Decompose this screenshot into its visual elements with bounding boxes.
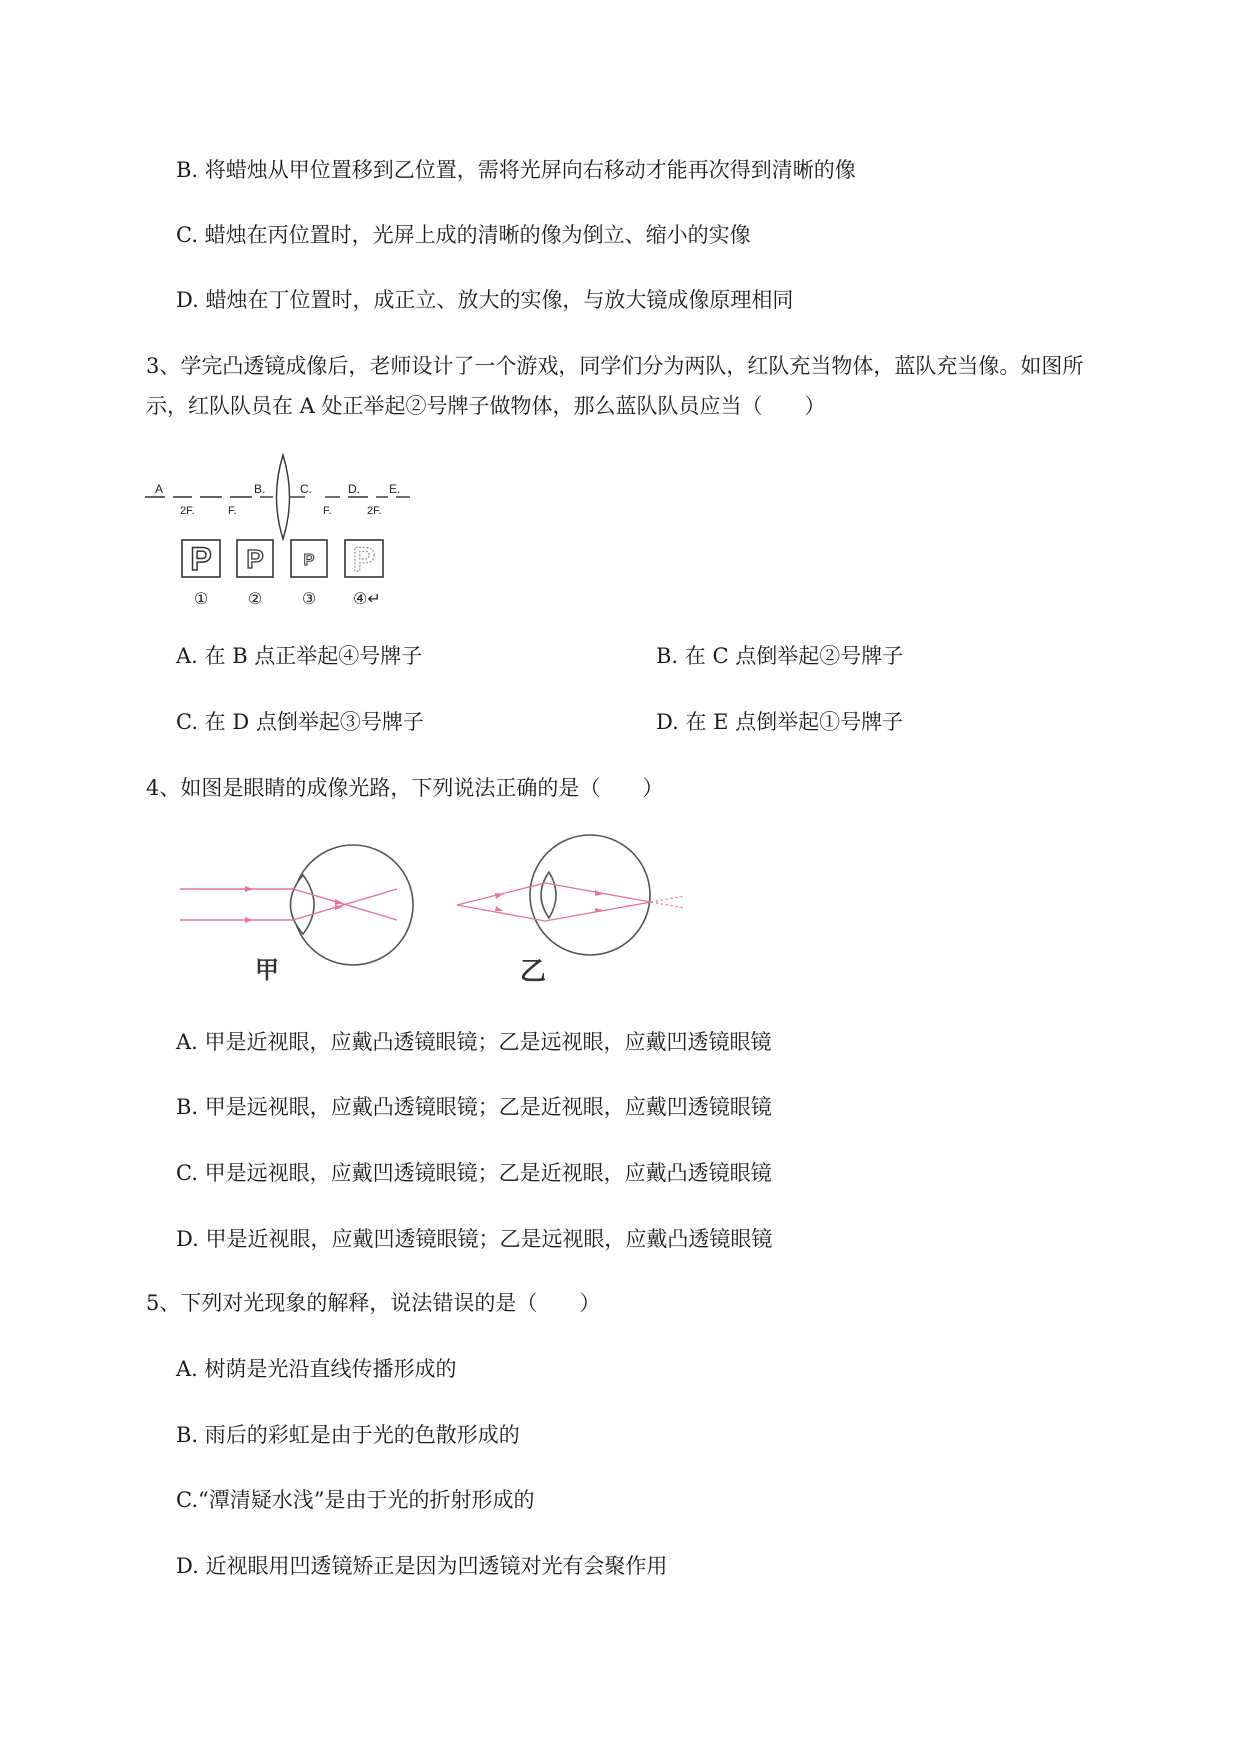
q5-option-b: B. 雨后的彩虹是由于光的色散形成的 [176,1423,520,1447]
q3-stem-line1: 3、学完凸透镜成像后，老师设计了一个游戏，同学们分为两队，红队充当物体，蓝队充当像。如图所 [146,354,1084,378]
card-1-letter: P [190,541,212,577]
card-4 [345,540,383,608]
q3-stem-line2: 示，红队队员在 A 处正举起②号牌子做物体，那么蓝队队员应当（ ） [146,394,826,418]
card-3-letter: P [303,552,315,569]
q4-stem: 4、如图是眼睛的成像光路，下列说法正确的是（ ） [146,776,664,800]
q2-option-d: D. 蜡烛在丁位置时，成正立、放大的实像，与放大镜成像原理相同 [176,288,794,312]
card-1 [182,540,220,608]
point-2f-left-label: 2F. [180,505,195,517]
q5-stem: 5、下列对光现象的解释，说法错误的是（ ） [146,1291,601,1315]
eye-diagram-right [457,835,685,986]
card-2-number: ② [247,591,263,608]
q4-option-d: D. 甲是近视眼，应戴凹透镜眼镜；乙是远视眼，应戴凸透镜眼镜 [176,1227,773,1251]
eye-label-left: 甲 [255,957,279,984]
point-c-label: C. [300,482,312,496]
card-4-number: ④↵ [353,591,381,608]
card-2 [237,540,273,608]
q4-option-b: B. 甲是远视眼，应戴凸透镜眼镜；乙是近视眼，应戴凹透镜眼镜 [176,1095,772,1119]
point-b-label: B. [254,482,266,496]
q4-option-a: A. 甲是近视眼，应戴凸透镜眼镜；乙是远视眼，应戴凹透镜眼镜 [176,1030,772,1054]
q3-option-d: D. 在 E 点倒举起①号牌子 [656,710,904,734]
q4-option-c: C. 甲是远视眼，应戴凹透镜眼镜；乙是近视眼，应戴凸透镜眼镜 [176,1161,772,1185]
point-e-label: E. [389,482,401,496]
convex-lens-icon [277,455,290,539]
q3-lens-figure [140,450,430,610]
card-2-letter: P [246,544,264,574]
card-3 [291,540,327,608]
eye-diagram-left [180,845,413,984]
eye-lens-right-icon [541,872,556,918]
q3-option-a: A. 在 B 点正举起④号牌子 [176,644,423,668]
q4-eye-figure [175,820,695,995]
point-d-label: D. [348,482,360,496]
point-a-label: A [155,482,164,496]
point-2f-right-label: 2F. [367,505,382,517]
q2-option-b: B. 将蜡烛从甲位置移到乙位置，需将光屏向右移动才能再次得到清晰的像 [176,158,856,182]
q3-option-b: B. 在 C 点倒举起②号牌子 [656,644,904,668]
card-1-number: ① [193,591,209,608]
q3-option-c: C. 在 D 点倒举起③号牌子 [176,710,424,734]
eye-lens-left-icon [291,875,315,934]
point-f-right-label: F. [323,505,332,517]
card-4-letter: P [352,541,376,579]
q5-option-d: D. 近视眼用凹透镜矫正是因为凹透镜对光有会聚作用 [176,1554,668,1578]
card-3-number: ③ [301,591,317,608]
q5-option-c: C.“潭清疑水浅”是由于光的折射形成的 [176,1488,535,1512]
q5-option-a: A. 树荫是光沿直线传播形成的 [176,1357,457,1381]
point-f-left-label: F. [228,505,237,517]
q2-option-c: C. 蜡烛在丙位置时，光屏上成的清晰的像为倒立、缩小的实像 [176,223,751,247]
eye-label-right: 乙 [520,956,547,986]
